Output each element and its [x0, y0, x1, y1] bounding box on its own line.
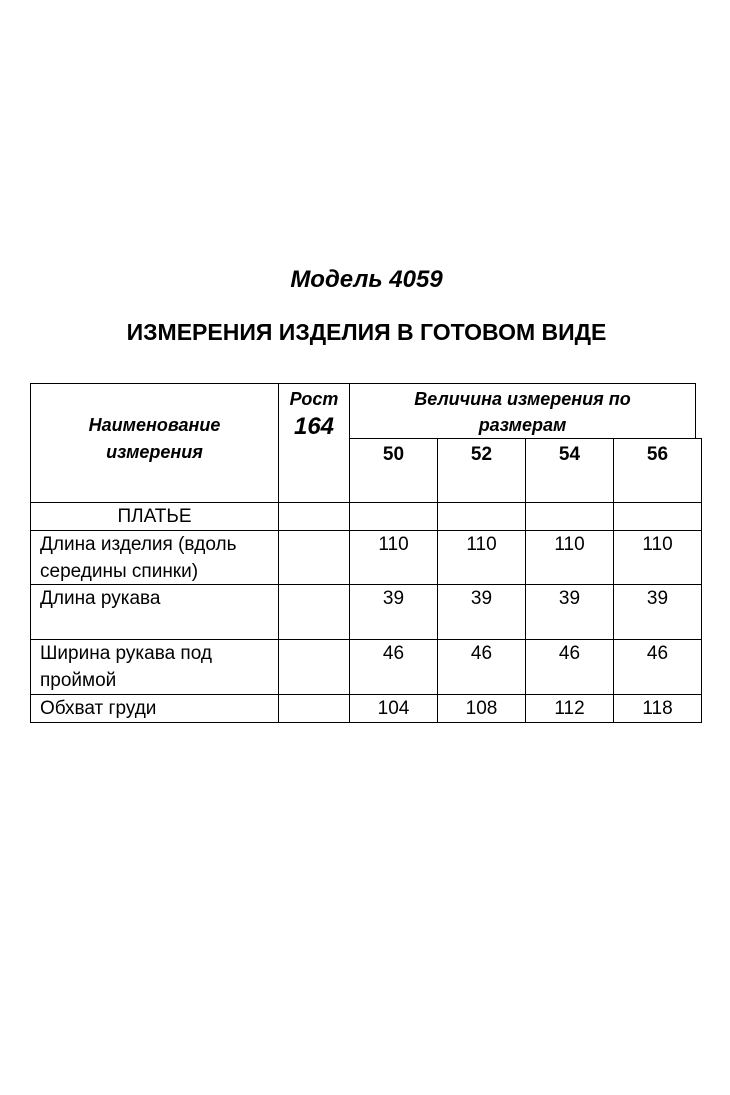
model-title: Модель 4059	[290, 266, 443, 293]
section-empty-cell	[349, 502, 438, 531]
value-text: 39	[470, 588, 493, 609]
table-cell-value	[525, 530, 614, 585]
table-cell-value	[349, 639, 438, 695]
table-cell-value	[613, 530, 702, 585]
value-text: 39	[646, 588, 669, 609]
size-label: 50	[382, 444, 405, 465]
header-size-group-label: Величина измерения по размерам	[414, 389, 631, 435]
row-name-text: Обхват груди	[40, 698, 157, 719]
value-text: 110	[642, 534, 673, 555]
table-cell-value	[525, 639, 614, 695]
value-text: 39	[558, 588, 581, 609]
header-rost-column	[278, 383, 350, 503]
table-cell-value	[613, 639, 702, 695]
value-text: 46	[558, 643, 581, 664]
header-size-52	[437, 438, 526, 503]
table-cell-value	[525, 694, 614, 723]
header-size-group	[349, 383, 696, 439]
section-label: ПЛАТЬЕ	[117, 506, 192, 527]
section-empty-cell	[437, 502, 526, 531]
value-text: 39	[382, 588, 405, 609]
document-title: ИЗМЕРЕНИЯ ИЗДЕЛИЯ В ГОТОВОМ ВИДЕ	[126, 319, 607, 345]
table-cell-value	[613, 694, 702, 723]
header-size-56	[613, 438, 702, 503]
table-cell-value	[437, 584, 526, 640]
value-text: 110	[466, 534, 497, 555]
table-row-name	[30, 584, 279, 640]
section-label-cell	[30, 502, 279, 531]
value-text: 46	[646, 643, 669, 664]
table-row-rost	[278, 639, 350, 695]
table-row-name	[30, 694, 279, 723]
value-text: 112	[554, 698, 585, 719]
table-cell-value	[437, 694, 526, 723]
size-label: 52	[470, 444, 493, 465]
size-label: 54	[558, 444, 581, 465]
section-rost-cell	[278, 502, 350, 531]
table-row-name	[30, 639, 279, 695]
size-label: 56	[646, 444, 669, 465]
value-text: 110	[378, 534, 409, 555]
table-row-name	[30, 530, 279, 585]
table-row-rost	[278, 694, 350, 723]
table-cell-value	[349, 584, 438, 640]
table-cell-value	[349, 694, 438, 723]
row-name-text: Ширина рукава под проймой	[40, 643, 212, 691]
header-rost-value: 164	[293, 413, 335, 440]
header-name-column	[30, 383, 279, 503]
table-cell-value	[437, 530, 526, 585]
table-row-rost	[278, 530, 350, 585]
value-text: 118	[642, 698, 673, 719]
table-cell-value	[437, 639, 526, 695]
table-row-rost	[278, 584, 350, 640]
row-name-text: Длина рукава	[40, 588, 161, 609]
row-name-text: Длина изделия (вдоль середины спинки)	[40, 534, 237, 582]
value-text: 104	[377, 698, 410, 719]
header-size-54	[525, 438, 614, 503]
header-name-label: Наименование измерения	[88, 415, 221, 462]
value-text: 46	[470, 643, 493, 664]
table-cell-value	[613, 584, 702, 640]
value-text: 46	[382, 643, 405, 664]
section-empty-cell	[525, 502, 614, 531]
value-text: 110	[554, 534, 585, 555]
section-empty-cell	[613, 502, 702, 531]
table-cell-value	[525, 584, 614, 640]
value-text: 108	[465, 698, 498, 719]
table-cell-value	[349, 530, 438, 585]
header-rost-label: Рост	[289, 389, 339, 409]
header-size-50	[349, 438, 438, 503]
